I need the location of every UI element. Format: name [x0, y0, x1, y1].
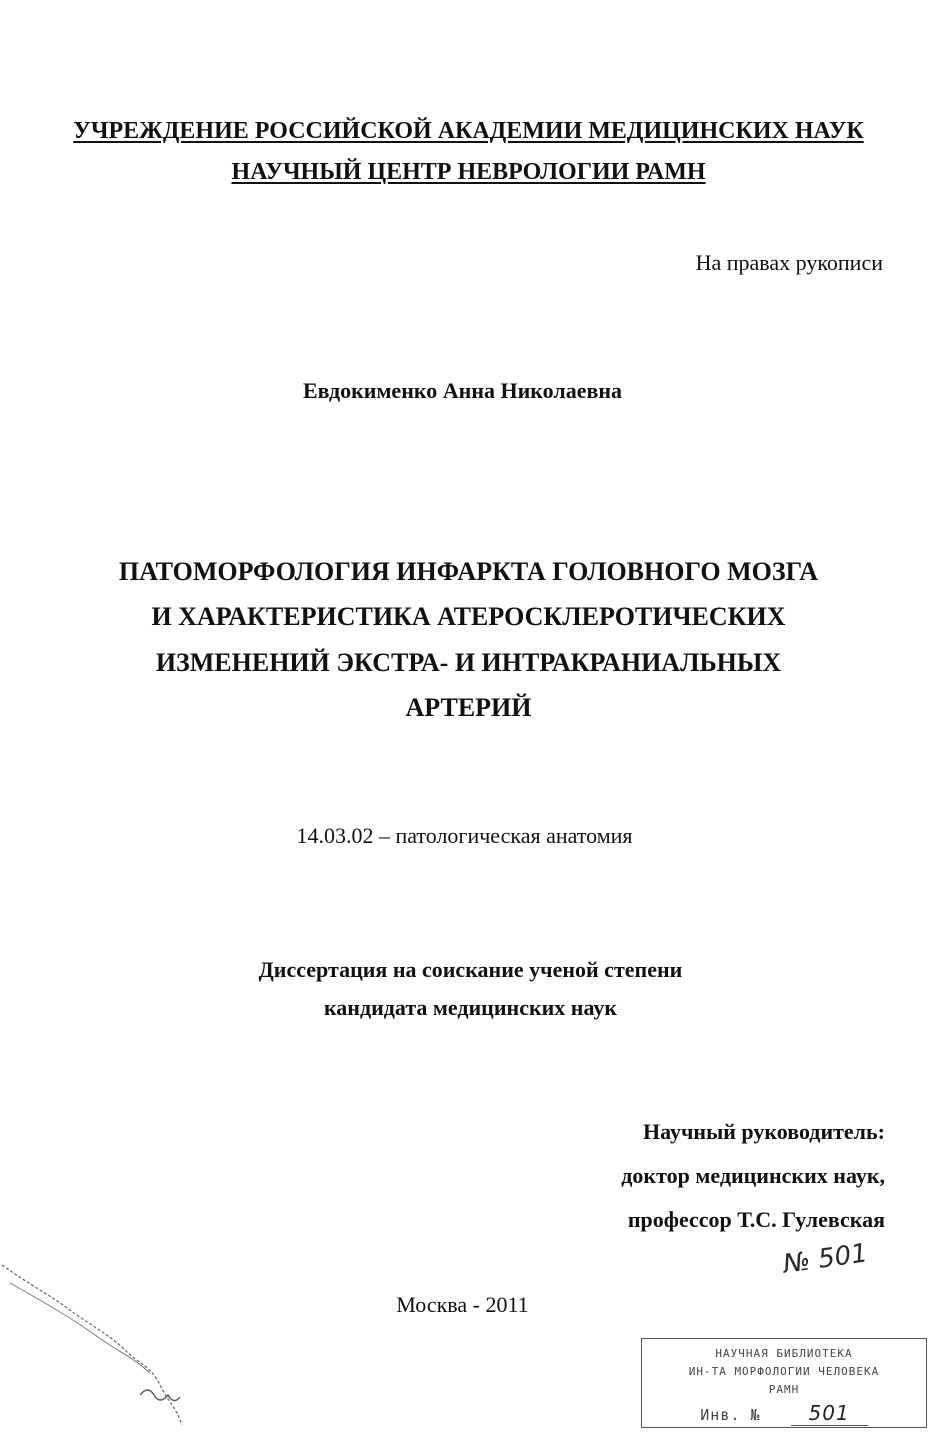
inventory-label: Инв. №	[700, 1406, 761, 1424]
stamp-line: НАУЧНАЯ БИБЛИОТЕКА	[715, 1347, 853, 1360]
library-stamp	[641, 1338, 927, 1428]
degree-line: кандидата медицинских наук	[323, 995, 618, 1020]
handwritten-number: № 501	[781, 1238, 870, 1280]
supervisor-name: профессор Т.С. Гулевская	[627, 1207, 885, 1232]
title-line: ИЗМЕНЕНИЙ ЭКСТРА- И ИНТРАКРАНИАЛЬНЫХ	[155, 648, 782, 677]
institution-name: УЧРЕЖДЕНИЕ РОССИЙСКОЙ АКАДЕМИИ МЕДИЦИНСКИХ НАУК	[73, 118, 864, 144]
center-name: НАУЧНЫЙ ЦЕНТР НЕВРОЛОГИИ РАМН	[231, 159, 706, 185]
supervisor-degree: доктор медицинских наук,	[621, 1163, 885, 1188]
degree-line: Диссертация на соискание ученой степени	[258, 957, 683, 982]
title-line: АРТЕРИЙ	[405, 693, 532, 722]
inventory-number: 501	[791, 1401, 868, 1426]
stamp-line: ИН-ТА МОРФОЛОГИИ ЧЕЛОВЕКА	[688, 1365, 880, 1378]
supervisor-heading: Научный руководитель:	[643, 1119, 885, 1144]
margin-signature	[0, 1255, 190, 1435]
stamp-inventory	[642, 1401, 926, 1425]
author-name: Евдокименко Анна Николаевна	[302, 378, 623, 403]
specialty-code: 14.03.02 – патологическая анатомия	[296, 823, 633, 848]
city-year: Москва - 2011	[396, 1292, 529, 1317]
title-line: И ХАРАКТЕРИСТИКА АТЕРОСКЛЕРОТИЧЕСКИХ	[151, 602, 786, 631]
title-line: ПАТОМОРФОЛОГИЯ ИНФАРКТА ГОЛОВНОГО МОЗГА	[118, 557, 819, 586]
stamp-line: РАМН	[768, 1383, 800, 1396]
rights-note: На правах рукописи	[695, 250, 883, 275]
